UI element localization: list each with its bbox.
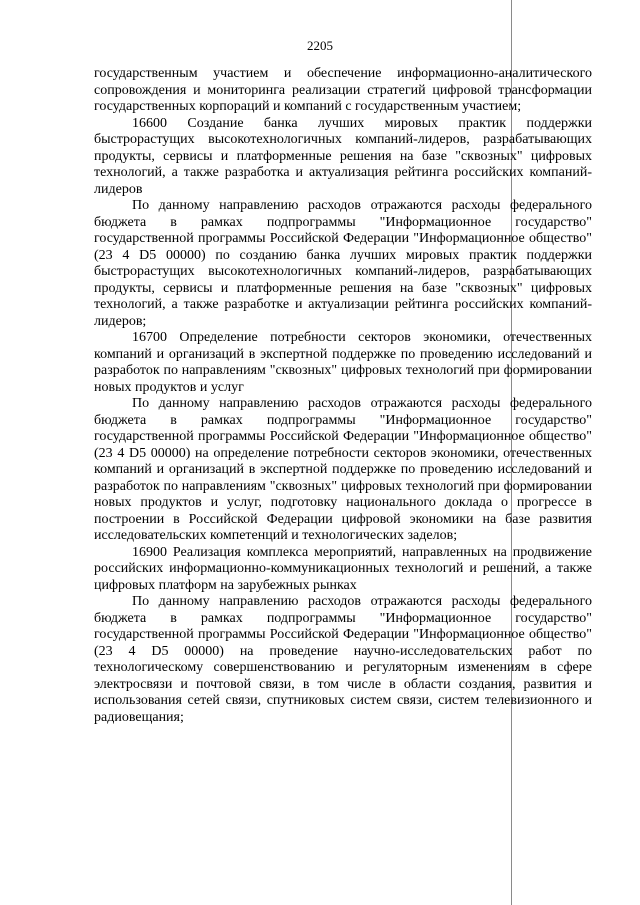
- paragraph-continuation: государственным участием и обеспечение информационно-аналитического сопровождения и мониторинга реализации стратегий цифровой трансформации государственных корпораций и компаний с государственным участием;: [94, 66, 592, 114]
- paragraph-heading-16900: 16900 Реализация комплекса мероприятий, направленных на продвижение российских информационно-коммуникационных технологий и решений, а также цифровых платформ на зарубежных рынках: [94, 544, 592, 593]
- paragraph-description-16600: По данному направлению расходов отражаются расходы федерального бюджета в рамках подпрограммы "Информационное государство" государственной программы Российской Федерации "Информационное общество" (23 4 D5 00000) по созданию банка лучших мировых практик поддержки быстрорастущих высокотехнологичных компаний-лидеров, разрабатывающих продукты, сервисы и платформенные решения на базе "сквозных" цифровых технологий, а также разработке и актуализации рейтинга российских компаний-лидеров;: [94, 198, 592, 329]
- paragraph-description-16900: По данному направлению расходов отражаются расходы федерального бюджета в рамках подпрограммы "Информационное государство" государственной программы Российской Федерации "Информационное общество" (23 4 D5 00000) на проведение научно-исследовательских работ по технологическому совершенствованию и регуляторным изменениям в сфере электросвязи и почтовой связи, в том числе в области создания, развития и использования сетей связи, спутниковых систем связи, систем телевизионного и радиовещания;: [94, 594, 592, 725]
- paragraph-description-16700: По данному направлению расходов отражаются расходы федерального бюджета в рамках подпрограммы "Информационное государство" государственной программы Российской Федерации "Информационное общество" (23 4 D5 00000) на определение потребности секторов экономики, отечественных компаний и организаций в экспертной поддержке по проведению исследований и разработок по направлениям "сквозных" цифровых технологий при формировании новых продуктов и услуг, подготовку национального доклада о прогрессе в построении в Российской Федерации цифровой экономики на базе развития исследовательских компетенций и технологических заделов;: [94, 396, 592, 543]
- page-number: 2205: [307, 38, 333, 53]
- paragraph-heading-16600: 16600 Создание банка лучших мировых практик поддержки быстрорастущих высокотехнологичных компаний-лидеров, разрабатывающих продукты, сервисы и платформенные решения на базе "сквозных" цифровых технологий, а также разработка и актуализация рейтинга российских компаний-лидеров: [94, 115, 592, 197]
- paragraph-heading-16700: 16700 Определение потребности секторов экономики, отечественных компаний и организаций в экспертной поддержке по проведению исследований и разработок по направлениям "сквозных" цифровых технологий при формировании новых продуктов и услуг: [94, 330, 592, 395]
- document-body: [94, 66, 592, 726]
